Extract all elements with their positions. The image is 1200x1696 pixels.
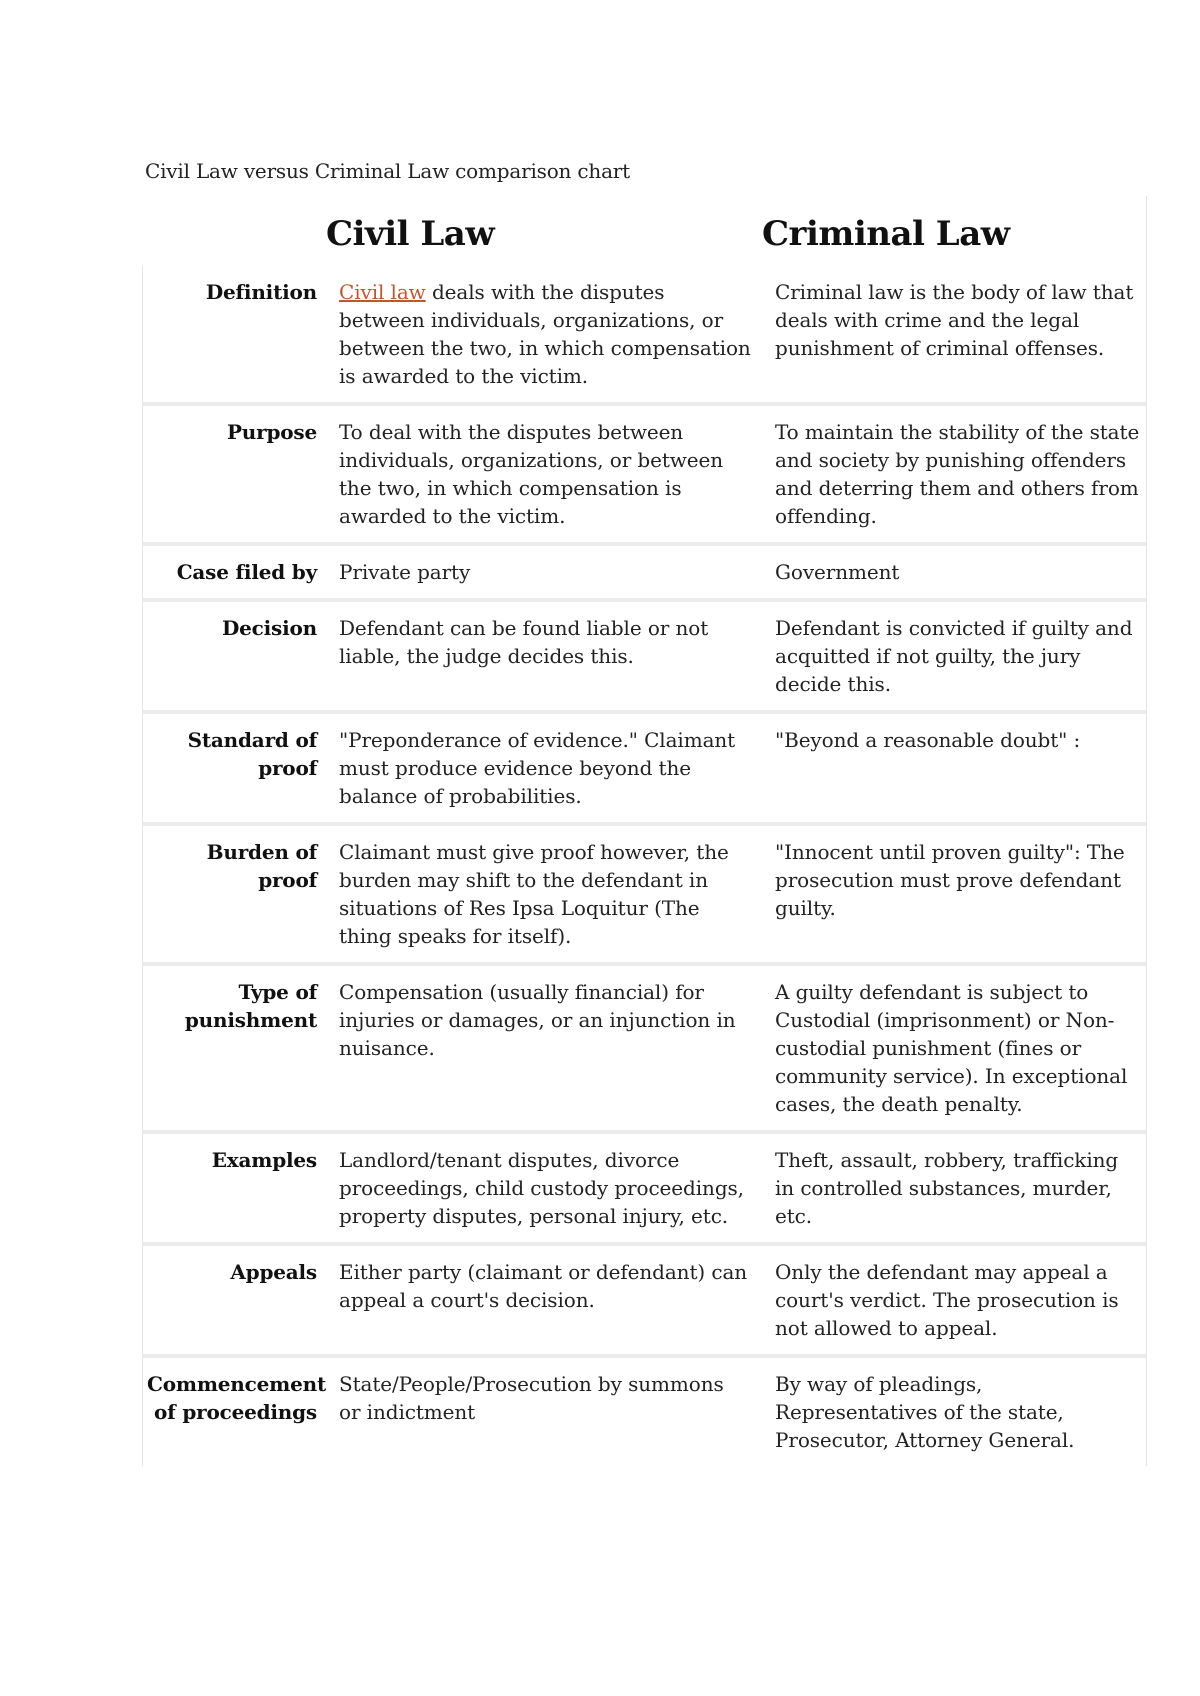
page-title: Civil Law versus Criminal Law comparison chart xyxy=(145,159,630,183)
civil-law-cell: Private party xyxy=(339,560,471,584)
civil-law-cell: Landlord/tenant disputes, divorce proceedings, child custody proceedings, property disputes, personal injury, etc. xyxy=(339,1148,744,1228)
civil-law-cell: Compensation (usually financial) for injuries or damages, or an injunction in nuisance. xyxy=(339,980,736,1060)
row-label: Case filed by xyxy=(176,560,317,584)
civil-law-cell xyxy=(327,266,763,402)
criminal-law-cell: "Beyond a reasonable doubt" : xyxy=(775,728,1081,752)
table-row-examples xyxy=(142,1134,1146,1246)
criminal-law-cell: Theft, assault, robbery, trafficking in controlled substances, murder, etc. xyxy=(775,1148,1119,1228)
criminal-law-cell: "Innocent until proven guilty": The prosecution must prove defendant guilty. xyxy=(775,840,1125,920)
column-header-criminal-law: Criminal Law xyxy=(762,214,1010,254)
row-label: Definition xyxy=(205,280,317,304)
civil-law-cell: "Preponderance of evidence." Claimant must produce evidence beyond the balance of probabilities. xyxy=(339,728,736,808)
criminal-law-cell: Criminal law is the body of law that deals with crime and the legal punishment of criminal offenses. xyxy=(775,280,1134,360)
criminal-law-cell: To maintain the stability of the state and society by punishing offenders and deterring them and others from offending. xyxy=(775,420,1140,528)
row-label: Type of punishment xyxy=(184,980,317,1032)
column-header-civil-law: Civil Law xyxy=(326,214,495,254)
table-row-commencement-of-proceedings xyxy=(142,1358,1146,1466)
table-row-case-filed-by xyxy=(142,546,1146,602)
civil-law-cell: Claimant must give proof however, the burden may shift to the defendant in situations of Res Ipsa Loquitur (The thing speaks for itself). xyxy=(339,840,729,948)
criminal-law-cell: Only the defendant may appeal a court's verdict. The prosecution is not allowed to appeal. xyxy=(775,1260,1119,1340)
row-label: Examples xyxy=(211,1148,317,1172)
table-row-burden-of-proof xyxy=(142,826,1146,966)
criminal-law-cell: Defendant is convicted if guilty and acquitted if not guilty, the jury decide this. xyxy=(775,616,1133,696)
civil-law-cell: State/People/Prosecution by summons or indictment xyxy=(339,1372,724,1424)
table-row-appeals xyxy=(142,1246,1146,1358)
civil-law-cell: Either party (claimant or defendant) can appeal a court's decision. xyxy=(339,1260,748,1312)
row-label: Standard of proof xyxy=(187,728,317,780)
comparison-table xyxy=(142,196,1147,1466)
row-label: Decision xyxy=(222,616,317,640)
table-header-row xyxy=(142,196,1146,266)
row-label: Purpose xyxy=(226,420,317,444)
table-row-standard-of-proof xyxy=(142,714,1146,826)
row-label: Commencement of proceedings xyxy=(147,1372,327,1424)
table-row-decision xyxy=(142,602,1146,714)
civil-law-text: deals with the disputes between individuals, organizations, or between the two, in which compensation is awarded to the victim. xyxy=(339,280,751,388)
table-row-type-of-punishment xyxy=(142,966,1146,1134)
row-label: Appeals xyxy=(230,1260,317,1284)
civil-law-cell: Defendant can be found liable or not liable, the judge decides this. xyxy=(339,616,709,668)
criminal-law-cell: Government xyxy=(775,560,900,584)
criminal-law-cell: By way of pleadings, Representatives of the state, Prosecutor, Attorney General. xyxy=(775,1372,1075,1452)
criminal-law-cell: A guilty defendant is subject to Custodial (imprisonment) or Non-custodial punishment (fines or community service). In exceptional cases, the death penalty. xyxy=(775,980,1128,1116)
civil-law-cell: To deal with the disputes between individuals, organizations, or between the two, in which compensation is awarded to the victim. xyxy=(339,420,724,528)
table-row-purpose xyxy=(142,406,1146,546)
table-row-definition xyxy=(142,266,1146,406)
civil-law-link[interactable]: Civil law xyxy=(339,280,426,304)
row-label: Burden of proof xyxy=(206,840,317,892)
